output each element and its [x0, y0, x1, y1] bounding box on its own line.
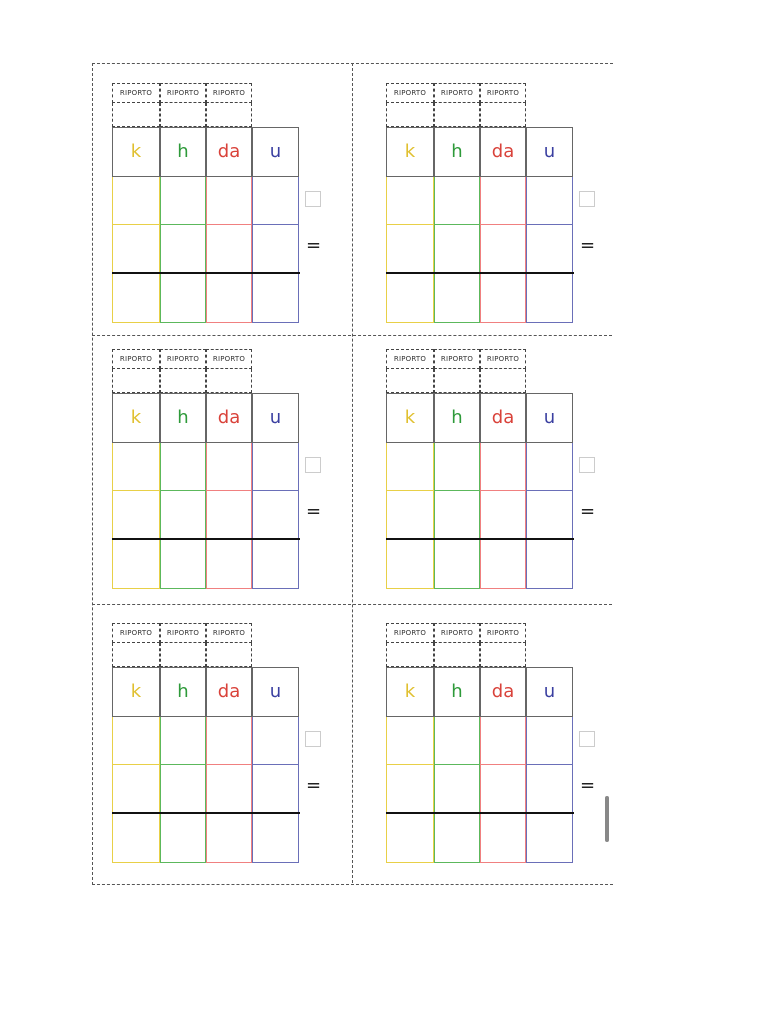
- digit-cell[interactable]: [252, 177, 299, 225]
- result-line: [112, 538, 300, 540]
- digit-cell[interactable]: [252, 813, 299, 863]
- digit-cell[interactable]: [112, 491, 160, 539]
- column-header-u: u: [252, 667, 299, 717]
- column-grid: [112, 393, 302, 589]
- riporto-label: RIPORTO: [434, 83, 480, 103]
- digit-cell[interactable]: [252, 273, 299, 323]
- digit-cell[interactable]: [434, 813, 480, 863]
- digit-cell[interactable]: [252, 717, 299, 765]
- digit-cell[interactable]: [160, 765, 206, 813]
- riporto-label: RIPORTO: [112, 349, 160, 369]
- digit-cell[interactable]: [434, 539, 480, 589]
- operator-box[interactable]: [579, 731, 595, 747]
- digit-cell[interactable]: [206, 813, 252, 863]
- column-header-h: h: [434, 127, 480, 177]
- riporto-box[interactable]: [480, 369, 526, 393]
- operation-block: [92, 63, 352, 333]
- digit-cell[interactable]: [386, 539, 434, 589]
- digit-cell[interactable]: [434, 491, 480, 539]
- digit-cell[interactable]: [206, 717, 252, 765]
- column-header-u: u: [252, 127, 299, 177]
- column-header-da: da: [480, 667, 526, 717]
- digit-cell[interactable]: [480, 177, 526, 225]
- digit-cell[interactable]: [160, 491, 206, 539]
- digit-cell[interactable]: [112, 225, 160, 273]
- riporto-box[interactable]: [386, 643, 434, 667]
- riporto-box[interactable]: [386, 103, 434, 127]
- column-header-da: da: [480, 393, 526, 443]
- riporto-label: RIPORTO: [480, 349, 526, 369]
- digit-cell[interactable]: [480, 225, 526, 273]
- digit-cell[interactable]: [160, 225, 206, 273]
- column-grid: [386, 667, 576, 863]
- digit-cell[interactable]: [252, 765, 299, 813]
- digit-cell[interactable]: [526, 813, 573, 863]
- digit-cell[interactable]: [480, 765, 526, 813]
- column-header-h: h: [160, 393, 206, 443]
- riporto-box[interactable]: [160, 103, 206, 127]
- digit-cell[interactable]: [526, 765, 573, 813]
- digit-cell[interactable]: [434, 225, 480, 273]
- digit-cell[interactable]: [112, 813, 160, 863]
- equals-sign: =: [580, 775, 596, 796]
- vertical-divider: [352, 63, 353, 883]
- riporto-box[interactable]: [112, 643, 160, 667]
- column-header-h: h: [434, 667, 480, 717]
- equals-sign: =: [306, 501, 322, 522]
- riporto-box[interactable]: [206, 103, 252, 127]
- operation-block: [366, 329, 626, 599]
- digit-cell[interactable]: [160, 813, 206, 863]
- column-header-da: da: [206, 667, 252, 717]
- riporto-label: RIPORTO: [434, 349, 480, 369]
- digit-cell[interactable]: [386, 273, 434, 323]
- equals-sign: =: [306, 235, 322, 256]
- digit-cell[interactable]: [526, 443, 573, 491]
- digit-cell[interactable]: [526, 273, 573, 323]
- digit-cell[interactable]: [480, 443, 526, 491]
- riporto-label: RIPORTO: [206, 623, 252, 643]
- operator-box[interactable]: [579, 457, 595, 473]
- digit-cell[interactable]: [386, 177, 434, 225]
- digit-cell[interactable]: [206, 443, 252, 491]
- digit-cell[interactable]: [252, 491, 299, 539]
- column-header-k: k: [386, 127, 434, 177]
- digit-cell[interactable]: [480, 717, 526, 765]
- digit-cell[interactable]: [386, 225, 434, 273]
- digit-cell[interactable]: [252, 443, 299, 491]
- digit-cell[interactable]: [480, 273, 526, 323]
- riporto-box[interactable]: [160, 369, 206, 393]
- riporto-box[interactable]: [434, 103, 480, 127]
- digit-cell[interactable]: [386, 443, 434, 491]
- riporto-box[interactable]: [206, 643, 252, 667]
- column-grid: [112, 127, 302, 323]
- column-header-u: u: [526, 393, 573, 443]
- operator-box[interactable]: [305, 457, 321, 473]
- riporto-label: RIPORTO: [434, 623, 480, 643]
- column-header-da: da: [206, 127, 252, 177]
- digit-cell[interactable]: [160, 177, 206, 225]
- riporto-label: RIPORTO: [112, 623, 160, 643]
- digit-cell[interactable]: [386, 765, 434, 813]
- operation-block: [366, 603, 626, 873]
- equals-sign: =: [580, 235, 596, 256]
- riporto-box[interactable]: [160, 643, 206, 667]
- digit-cell[interactable]: [434, 765, 480, 813]
- column-header-h: h: [160, 667, 206, 717]
- riporto-label: RIPORTO: [112, 83, 160, 103]
- digit-cell[interactable]: [206, 491, 252, 539]
- digit-cell[interactable]: [526, 717, 573, 765]
- digit-cell[interactable]: [480, 491, 526, 539]
- result-line: [386, 538, 574, 540]
- digit-cell[interactable]: [526, 225, 573, 273]
- result-line: [112, 272, 300, 274]
- digit-cell[interactable]: [434, 717, 480, 765]
- digit-cell[interactable]: [206, 177, 252, 225]
- digit-cell[interactable]: [160, 273, 206, 323]
- digit-cell[interactable]: [160, 717, 206, 765]
- digit-cell[interactable]: [526, 539, 573, 589]
- riporto-label: RIPORTO: [386, 623, 434, 643]
- digit-cell[interactable]: [206, 539, 252, 589]
- column-header-u: u: [526, 127, 573, 177]
- digit-cell[interactable]: [386, 717, 434, 765]
- digit-cell[interactable]: [526, 177, 573, 225]
- digit-cell[interactable]: [526, 491, 573, 539]
- digit-cell[interactable]: [112, 539, 160, 589]
- digit-cell[interactable]: [252, 225, 299, 273]
- column-header-h: h: [160, 127, 206, 177]
- column-grid: [386, 393, 576, 589]
- operator-box[interactable]: [305, 731, 321, 747]
- column-header-h: h: [434, 393, 480, 443]
- riporto-box[interactable]: [434, 643, 480, 667]
- riporto-box[interactable]: [112, 369, 160, 393]
- operation-block: [92, 603, 352, 873]
- result-line: [112, 812, 300, 814]
- digit-cell[interactable]: [112, 765, 160, 813]
- column-header-k: k: [386, 393, 434, 443]
- riporto-box[interactable]: [434, 369, 480, 393]
- operation-block: [92, 329, 352, 599]
- digit-cell[interactable]: [112, 717, 160, 765]
- riporto-label: RIPORTO: [386, 83, 434, 103]
- riporto-label: RIPORTO: [206, 83, 252, 103]
- riporto-box[interactable]: [112, 103, 160, 127]
- result-line: [386, 272, 574, 274]
- digit-cell[interactable]: [480, 813, 526, 863]
- digit-cell[interactable]: [434, 273, 480, 323]
- column-header-da: da: [206, 393, 252, 443]
- column-grid: [112, 667, 302, 863]
- column-grid: [386, 127, 576, 323]
- riporto-label: RIPORTO: [160, 349, 206, 369]
- column-header-u: u: [252, 393, 299, 443]
- digit-cell[interactable]: [160, 443, 206, 491]
- riporto-box[interactable]: [480, 103, 526, 127]
- equals-sign: =: [306, 775, 322, 796]
- digit-cell[interactable]: [252, 539, 299, 589]
- digit-cell[interactable]: [434, 443, 480, 491]
- column-header-u: u: [526, 667, 573, 717]
- digit-cell[interactable]: [112, 443, 160, 491]
- riporto-label: RIPORTO: [480, 83, 526, 103]
- digit-cell[interactable]: [160, 539, 206, 589]
- operator-box[interactable]: [579, 191, 595, 207]
- digit-cell[interactable]: [434, 177, 480, 225]
- column-header-da: da: [480, 127, 526, 177]
- scrollbar-handle[interactable]: [605, 796, 609, 842]
- riporto-box[interactable]: [386, 369, 434, 393]
- column-header-k: k: [112, 393, 160, 443]
- column-header-k: k: [112, 127, 160, 177]
- digit-cell[interactable]: [480, 539, 526, 589]
- operator-box[interactable]: [305, 191, 321, 207]
- riporto-label: RIPORTO: [206, 349, 252, 369]
- result-line: [386, 812, 574, 814]
- column-header-k: k: [386, 667, 434, 717]
- riporto-box[interactable]: [206, 369, 252, 393]
- column-header-k: k: [112, 667, 160, 717]
- operation-block: [366, 63, 626, 333]
- digit-cell[interactable]: [386, 813, 434, 863]
- digit-cell[interactable]: [206, 225, 252, 273]
- digit-cell[interactable]: [112, 273, 160, 323]
- riporto-label: RIPORTO: [480, 623, 526, 643]
- digit-cell[interactable]: [206, 273, 252, 323]
- digit-cell[interactable]: [112, 177, 160, 225]
- digit-cell[interactable]: [206, 765, 252, 813]
- equals-sign: =: [580, 501, 596, 522]
- riporto-label: RIPORTO: [386, 349, 434, 369]
- riporto-label: RIPORTO: [160, 623, 206, 643]
- digit-cell[interactable]: [386, 491, 434, 539]
- riporto-box[interactable]: [480, 643, 526, 667]
- riporto-label: RIPORTO: [160, 83, 206, 103]
